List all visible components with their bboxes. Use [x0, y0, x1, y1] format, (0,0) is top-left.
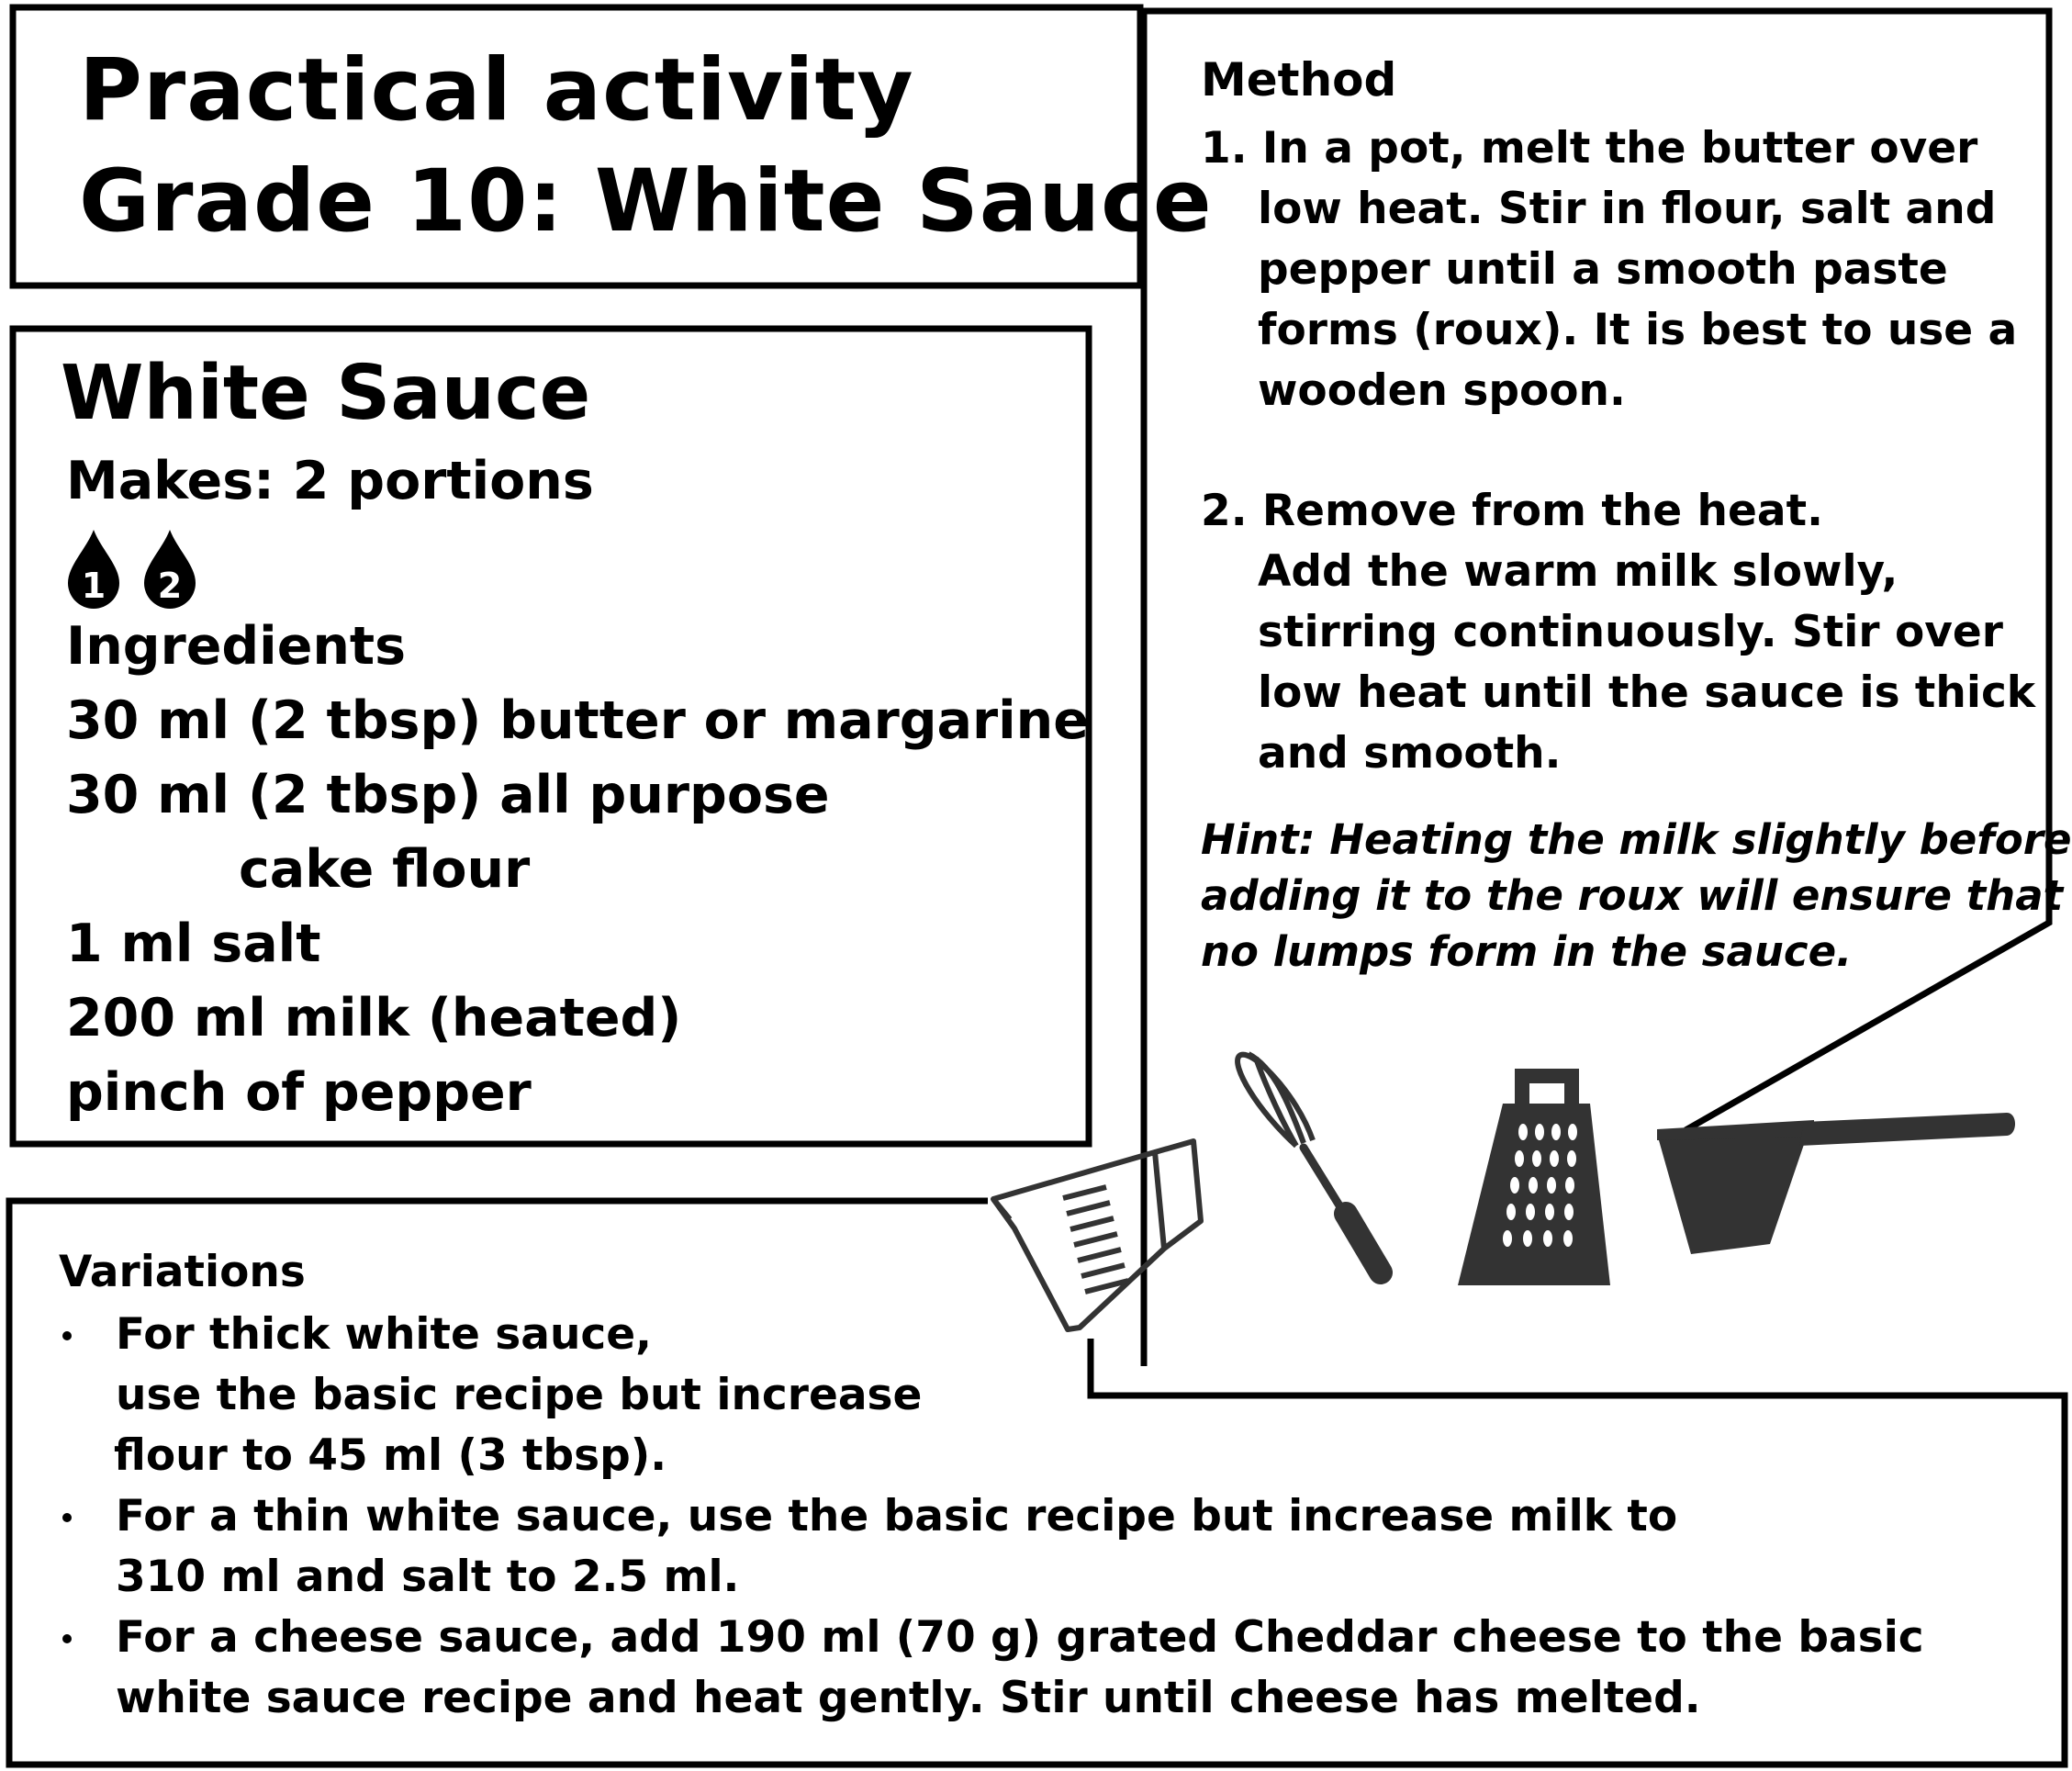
- variation-item-3-line: For a cheese sauce, add 190 ml (70 g) grated Cheddar cheese to the basic: [116, 1612, 1924, 1663]
- method-step-1-line: forms (roux). It is best to use a: [1258, 305, 2018, 355]
- variation-item-2-line: For a thin white sauce, use the basic recipe but increase milk to: [116, 1491, 1678, 1541]
- method-step-2-line: low heat until the sauce is thick: [1258, 667, 2036, 718]
- ingredient-item: 200 ml milk (heated): [66, 988, 682, 1048]
- method-step-1-line: wooden spoon.: [1258, 365, 1626, 416]
- ingredient-item: pinch of pepper: [66, 1062, 532, 1123]
- bullet-marker: [62, 1331, 72, 1340]
- variation-item-3-line: white sauce recipe and heat gently. Stir until cheese has melted.: [116, 1673, 1701, 1723]
- saucepan-icon: [1657, 1113, 2015, 1254]
- method-step-1-line: pepper until a smooth paste: [1258, 244, 1948, 295]
- variation-item-2-line: 310 ml and salt to 2.5 ml.: [116, 1552, 740, 1602]
- recipe-yield: Makes: 2 portions: [66, 451, 594, 511]
- difficulty-drop-icon-2: [144, 530, 196, 609]
- svg-text:1: 1: [81, 566, 106, 606]
- grater-icon: [1458, 1069, 1610, 1285]
- hint-text: Hint: Heating the milk slightly before: [1201, 815, 2072, 864]
- bullet-marker: [62, 1634, 72, 1643]
- method-step-1-line: low heat. Stir in flour, salt and: [1258, 184, 1997, 234]
- hint-text: adding it to the roux will ensure that: [1201, 871, 2064, 920]
- method-step-1-line: 1. In a pot, melt the butter over: [1201, 123, 1978, 174]
- svg-text:2: 2: [157, 566, 183, 606]
- ingredient-item: 1 ml salt: [66, 914, 321, 974]
- method-heading: Method: [1201, 53, 1397, 106]
- page-title-line-1: Practical activity: [79, 40, 914, 140]
- ingredient-item: 30 ml (2 tbsp) butter or margarine: [66, 690, 1089, 751]
- measuring-jug-icon: [993, 1141, 1201, 1329]
- ingredient-item: 30 ml (2 tbsp) all purpose: [66, 765, 830, 825]
- recipe-name: White Sauce: [61, 350, 591, 437]
- ingredient-item-continued: cake flour: [239, 839, 531, 900]
- bullet-marker: [62, 1513, 72, 1522]
- method-step-2-line: stirring continuously. Stir over: [1258, 607, 2003, 657]
- difficulty-drop-icon-1: [68, 530, 119, 609]
- variations-heading: Variations: [59, 1247, 306, 1297]
- page-title-line-2: Grade 10: White Sauce: [79, 151, 1213, 252]
- whisk-icon: [1238, 1054, 1381, 1272]
- method-step-2-line: 2. Remove from the heat.: [1201, 486, 1823, 536]
- hint-text: no lumps form in the sauce.: [1201, 927, 1853, 976]
- variation-item-1-line: flour to 45 ml (3 tbsp).: [114, 1430, 667, 1481]
- method-step-2-line: Add the warm milk slowly,: [1258, 546, 1898, 597]
- ingredients-heading: Ingredients: [66, 616, 407, 677]
- variation-item-1-line: use the basic recipe but increase: [116, 1370, 923, 1420]
- variation-item-1-line: For thick white sauce,: [116, 1309, 652, 1360]
- method-step-2-line: and smooth.: [1258, 728, 1562, 779]
